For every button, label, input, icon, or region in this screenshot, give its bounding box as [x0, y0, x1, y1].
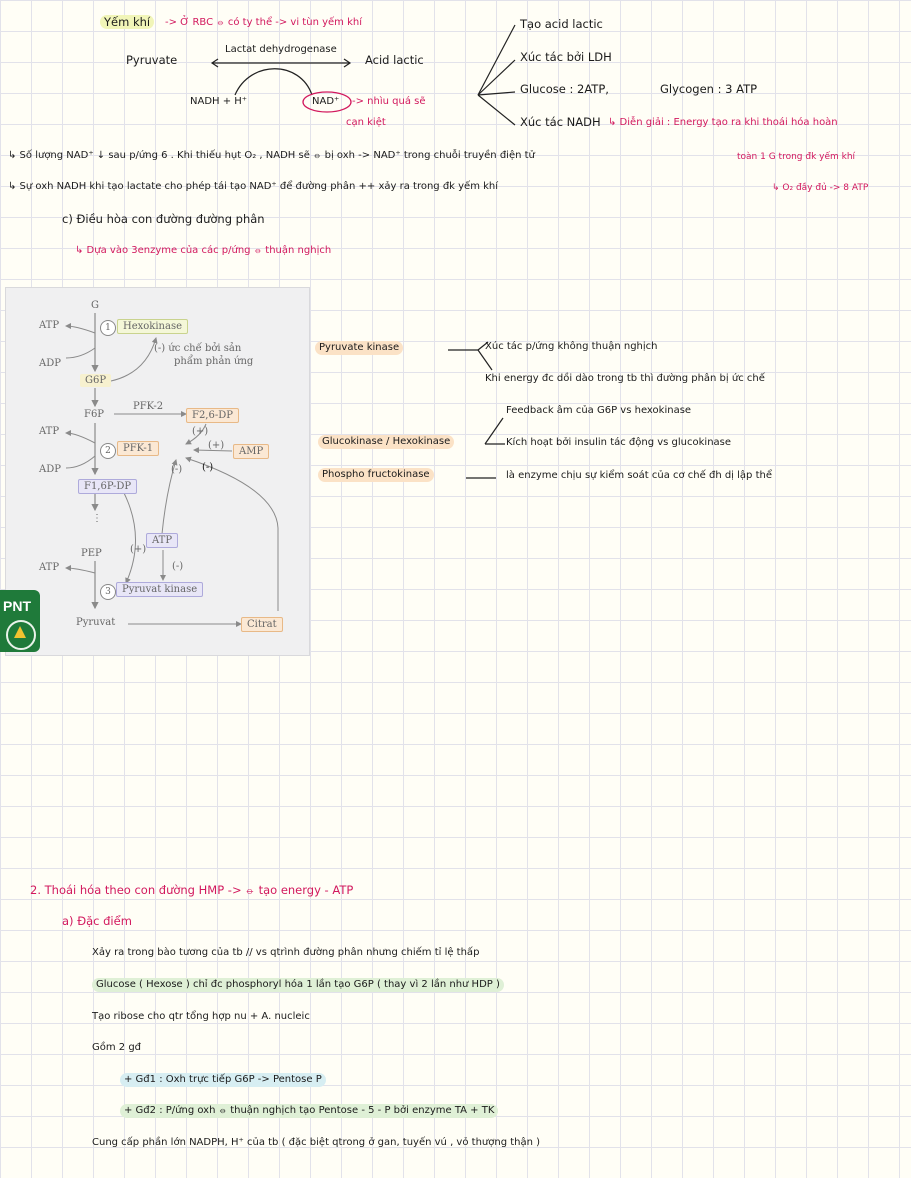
citrat-box: Citrat	[241, 617, 283, 632]
atp-3: ATP	[39, 562, 60, 573]
inhibit-note-1: (-) ức chế bởi sản	[154, 343, 242, 354]
f16dp-box: F1,6P-DP	[78, 479, 137, 494]
pfk2-label: PFK-2	[133, 401, 164, 412]
branch-glucose-atp: Glucose : 2ATP,	[520, 82, 609, 96]
branch-glycogen-atp: Glycogen : 3 ATP	[660, 82, 758, 96]
atp-2: ATP	[39, 426, 60, 437]
f6p-node: F6P	[84, 409, 105, 420]
bullet-4: Gồm 2 gđ	[92, 1042, 142, 1053]
pfk1-box: PFK-1	[117, 441, 159, 456]
hexokinase-box: Hexokinase	[117, 319, 188, 334]
bullet-3: Tạo ribose cho qtr tổng hợp nu + A. nucleic	[92, 1011, 310, 1022]
nad-note-2: cạn kiệt	[346, 117, 386, 128]
pyruvat-node: Pyruvat	[76, 617, 116, 628]
atp-1: ATP	[39, 320, 60, 331]
step-1-marker: 1	[100, 320, 116, 336]
heading-a: a) Đặc điểm	[62, 914, 132, 928]
f26dp-box: F2,6-DP	[186, 408, 239, 423]
minus-citrat-pfk: (-)	[202, 462, 214, 473]
inhibit-note-2: phẩm phản ứng	[174, 356, 254, 367]
pnt-logo-text: PNT	[3, 598, 31, 614]
pyruvate-kinase-label: Pyruvate kinase	[315, 341, 403, 355]
nad-label: NAD⁺	[312, 96, 340, 107]
yem-khi-label: Yếm khí	[100, 15, 154, 29]
bullet-4-2: + Gđ2 : P/ứng oxh ⦵ thuận nghịch tạo Pentose - 5 - P bởi enzyme TA + TK	[120, 1104, 498, 1118]
bullet-1: Xảy ra trong bào tương của tb // vs qtrình đường phân nhưng chiếm tỉ lệ thấp	[92, 947, 480, 958]
glycolysis-regulation-diagram	[5, 287, 310, 656]
pyruvat-kinase-box: Pyruvat kinase	[116, 582, 203, 597]
heading-c: c) Điều hòa con đường đường phân	[62, 212, 265, 226]
pfk-label: Phospho fructokinase	[318, 468, 434, 482]
atp-box: ATP	[146, 533, 178, 548]
minus-atp-pfk: (-)	[171, 464, 183, 475]
plus-f16dp: (+)	[130, 544, 147, 555]
branch-ldh: Xúc tác bởi LDH	[520, 50, 612, 64]
branch-acid-lactic: Tạo acid lactic	[520, 17, 603, 31]
pnt-logo	[0, 590, 40, 652]
pep-node: PEP	[81, 548, 102, 559]
g6p-node: G6P	[80, 374, 111, 387]
note-line-2-red: ↳ O₂ đầy đủ -> 8 ATP	[772, 183, 869, 193]
step-3-marker: 3	[100, 584, 116, 600]
plus-amp: (+)	[208, 440, 225, 451]
pyruvate-label: Pyruvate	[126, 53, 178, 67]
minus-atp-pk: (-)	[172, 561, 184, 572]
branch-nadh-note: ↳ Diễn giải : Energy tạo ra khi thoái hóa hoàn	[608, 117, 838, 128]
note-line-1: ↳ Số lượng NAD⁺ ↓ sau p/ứng 6 . Khi thiếu hụt O₂ , NADH sẽ ⦵ bị oxh -> NAD⁺ trong chuỗi truyền điện tử	[8, 150, 535, 161]
pnt-logo-torch-icon	[14, 626, 26, 638]
enzyme-label: Lactat dehydrogenase	[225, 44, 337, 55]
glucokinase-label: Glucokinase / Hexokinase	[318, 435, 454, 449]
pk-note-2: Khi energy đc dồi dào trong tb thì đường phân bị ức chế	[485, 373, 765, 384]
heading-c-note: ↳ Dựa vào 3enzyme của các p/ứng ⦵ thuận nghịch	[75, 245, 332, 256]
step-2-marker: 2	[100, 443, 116, 459]
bullet-5: Cung cấp phần lớn NADPH, H⁺ của tb ( đặc biệt qtrong ở gan, tuyến vú , vỏ thượng thận )	[92, 1137, 541, 1148]
adp-1: ADP	[39, 358, 61, 369]
acid-lactic-label: Acid lactic	[365, 53, 424, 67]
branch-nadh: Xúc tác NADH	[520, 115, 601, 129]
note-line-1-red: toàn 1 G trong đk yếm khí	[737, 152, 856, 162]
nadh-label: NADH + H⁺	[190, 96, 248, 107]
pathway-dots: ⋮	[92, 513, 102, 524]
glucose-node: G	[91, 300, 99, 311]
yem-khi-note: -> Ở RBC ⦵ có ty thể -> vi tùn yếm khí	[165, 17, 362, 28]
nad-note-1: -> nhìu quá sẽ	[352, 96, 426, 107]
bullet-2: Glucose ( Hexose ) chỉ đc phosphoryl hóa 1 lần tạo G6P ( thay vì 2 lần như HDP )	[92, 978, 504, 992]
note-line-2: ↳ Sự oxh NADH khi tạo lactate cho phép tái tạo NAD⁺ để đường phân ++ xảy ra trong đk yếm khí	[8, 181, 499, 192]
bullet-4-1: + Gđ1 : Oxh trực tiếp G6P -> Pentose P	[120, 1073, 326, 1087]
plus-f26dp: (+)	[192, 426, 209, 437]
pk-note-1: Xúc tác p/ứng không thuận nghịch	[485, 341, 658, 352]
adp-2: ADP	[39, 464, 61, 475]
gk-note-2: Kích hoạt bởi insulin tác động vs glucokinase	[506, 437, 732, 448]
amp-box: AMP	[233, 444, 269, 459]
pfk-note-1: là enzyme chịu sự kiểm soát của cơ chế đh dị lập thể	[506, 470, 772, 481]
heading-2: 2. Thoái hóa theo con đường HMP -> ⦵ tạo energy - ATP	[30, 883, 354, 897]
gk-note-1: Feedback âm của G6P vs hexokinase	[506, 405, 692, 416]
